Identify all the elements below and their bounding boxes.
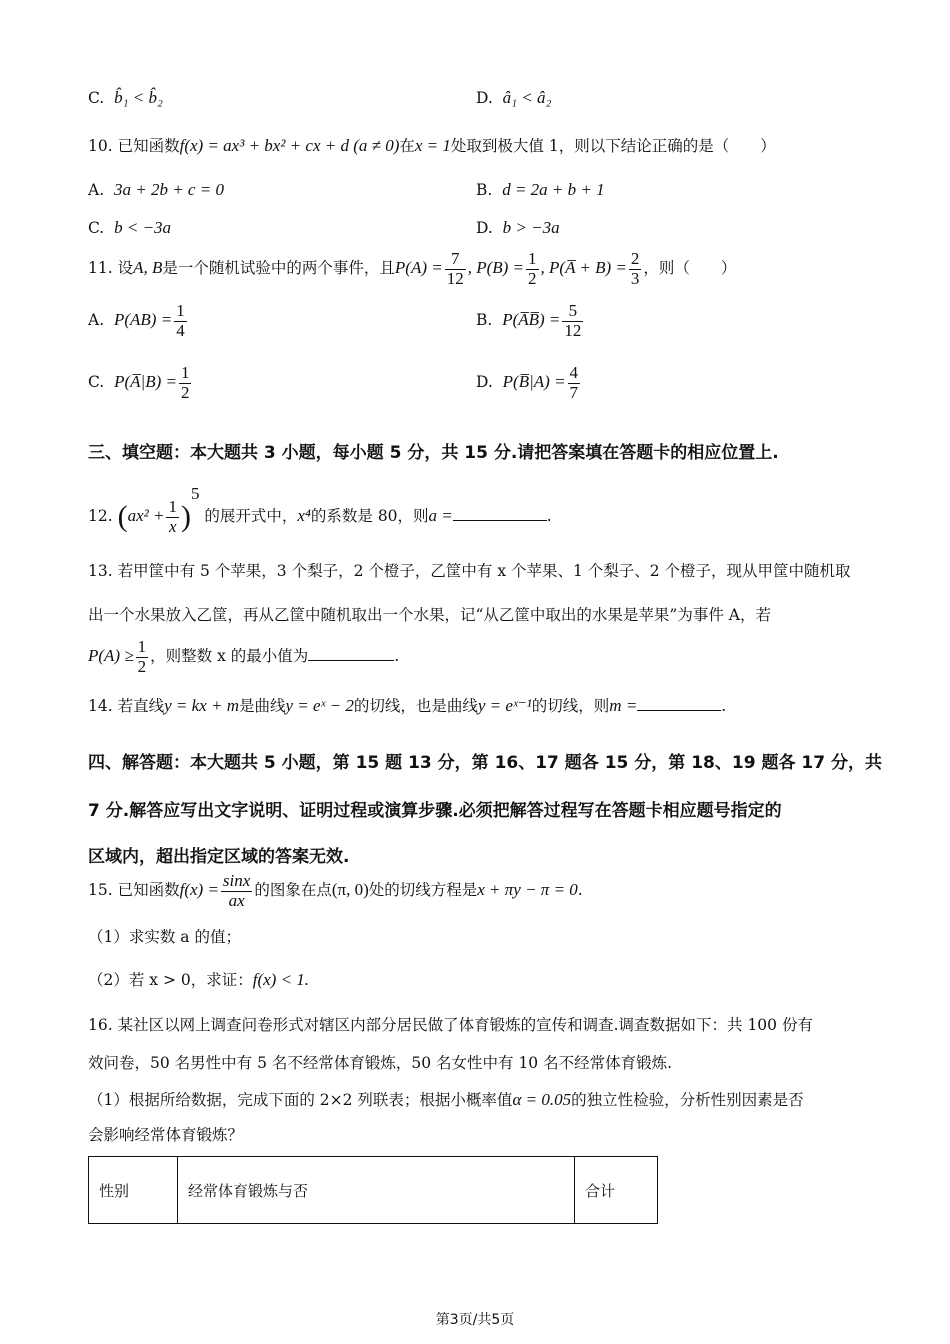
q11-option-d: D. P(B̅|A) = $\frac{4}{7}$ xyxy=(476,363,579,402)
section-4-header-line-1: 四、解答题：本大题共 5 小题，第 15 题 13 分，第 16、17 题各 15 分，第 18、19 题各 17 分，共 xyxy=(88,753,882,773)
q13-line-3: P(A) ≥ $\frac{1}{2}$ ，则整数 x 的最小值为 . xyxy=(88,637,400,676)
q12-answer-blank[interactable] xyxy=(453,506,547,521)
q16-line-3: （1）根据所给数据，完成下面的 2×2 列联表；根据小概率值α = 0.05的独立性检验，分析性别因素是否 xyxy=(88,1090,804,1109)
q11-option-c: C. P(A̅|B) = $\frac{1}{2}$ xyxy=(88,363,190,402)
q15-part-2: （2）若 x > 0，求证：f(x) < 1. xyxy=(88,970,310,989)
q16-line-2: 效问卷，50 名男性中有 5 名不经常体育锻炼，50 名女性中有 10 名不经常体育锻炼. xyxy=(88,1054,673,1072)
q13-answer-blank[interactable] xyxy=(308,646,394,661)
q11-pa-fraction: $\frac{7}{12}$ xyxy=(446,249,464,288)
q11-pab-fraction: $\frac{2}{3}$ xyxy=(630,249,640,288)
table-header-gender: 性别 xyxy=(89,1157,178,1224)
q10-stem: 10. 已知函数f(x) = ax³ + bx² + cx + d (a ≠ 0)在x = 1处取到极大值 1，则以下结论正确的是（ ） xyxy=(88,136,776,155)
q9-option-d: D. â₁ < â₂ xyxy=(476,88,552,107)
q13-line-1: 13. 若甲筐中有 5 个苹果，3 个梨子，2 个橙子，乙筐中有 x 个苹果、1 个梨子、2 个橙子，现从甲筐中随机取 xyxy=(88,562,851,580)
q15-part-1: （1）求实数 a 的值； xyxy=(88,928,241,946)
q13-line-2: 出一个水果放入乙筐，再从乙筐中随机取出一个水果，记“从乙筐中取出的水果是苹果”为事件 A，若 xyxy=(88,606,771,624)
q15-stem: 15. 已知函数f(x) = $\frac{\sin x}{ax}$ 的图象在点(π, 0)处的切线方程是x + πy − π = 0. xyxy=(88,871,583,910)
q12-stem: 12. (ax² + $\frac{1}{x}$ )$^5$ 的展开式中，x⁴的系数是 80，则a = . xyxy=(88,484,552,536)
q14-answer-blank[interactable] xyxy=(637,696,721,711)
q16-line-1: 16. 某社区以网上调查问卷形式对辖区内部分居民做了体育锻炼的宣传和调查.调查数据如下：共 100 份有 xyxy=(88,1016,813,1034)
table-header-total: 合计 xyxy=(575,1157,658,1224)
q10-option-a: A. 3a + 2b + c = 0 xyxy=(88,180,224,199)
q11-stem: 11. 设A, B是一个随机试验中的两个事件，且P(A) = $\frac{7}{12}$ , P(B) = $\frac{1}{2}$ , P(A̅ + B) = $\frac{2}{3}$ ，则（ ） xyxy=(88,249,737,288)
q16-line-4: 会影响经常体育锻炼？ xyxy=(88,1126,244,1144)
q11-option-a: A. P(AB) = $\frac{1}{4}$ xyxy=(88,301,185,340)
q10-option-b: B. d = 2a + b + 1 xyxy=(476,180,605,199)
q9-option-c: C. b̂₁ < b̂₂ xyxy=(88,88,163,107)
contingency-table xyxy=(88,1156,658,1224)
q10-option-d: D. b > −3a xyxy=(476,218,560,237)
page-footer: 第3页/共5页 xyxy=(435,1312,515,1328)
q10-option-c: C. b < −3a xyxy=(88,218,172,237)
q11-pb-fraction: $\frac{1}{2}$ xyxy=(528,249,537,288)
q11-option-b: B. P(A̅B̅) = $\frac{5}{12}$ xyxy=(476,301,582,340)
q14-stem: 14. 若直线y = kx + m是曲线y = eˣ − 2的切线，也是曲线y = eˣ⁻¹的切线，则m = . xyxy=(88,696,727,715)
section-3-header: 三、填空题：本大题共 3 小题，每小题 5 分，共 15 分.请把答案填在答题卡的相应位置上. xyxy=(88,443,779,463)
table-row xyxy=(89,1157,658,1224)
section-4-header-line-2: 7 分.解答应写出文字说明、证明过程或演算步骤.必须把解答过程写在答题卡相应题号指定的 xyxy=(88,801,782,821)
table-header-exercise: 经常体育锻炼与否 xyxy=(178,1157,575,1224)
section-4-header-line-3: 区域内，超出指定区域的答案无效. xyxy=(88,847,350,867)
